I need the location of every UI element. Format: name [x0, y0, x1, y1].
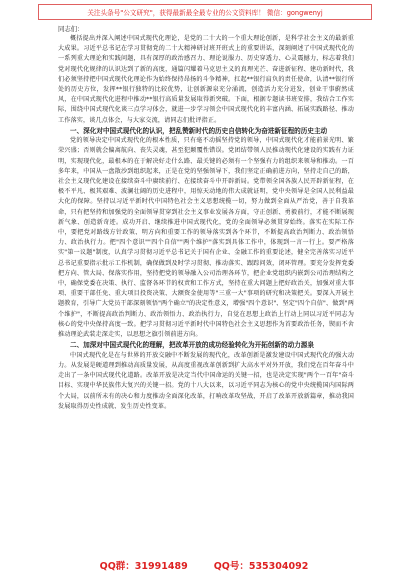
salutation: 同志们： [58, 25, 84, 33]
document-body [58, 24, 354, 552]
intro-paragraph: 概括提出并深入阐述中国式现代化理论，是党的二十大的一个重大理论创新，是科学社会主义的最新重大成果。习近平总书记在学习贯彻党的二十大精神研讨班开班式上的重要讲话，深刻阐述了中国式现代化的一系列重大理论和实践问题，具有深厚的政治感召力、理论说服力、历史穿透力、心灵震撼力，标志着我们党对现代化规律的认识达到了新的高度，通篇闪耀着马克思主义的真理光芒、奋进新征程、建功新时代，我们必须坚持把中国式现代化理论作为始终保持昂扬的斗争精神，扛起**银行肩负的责任使命，认清**银行所处的历史方位，发挥**银行独特的比较优势，让创新源泉充分涌流，创造活力充分迸发，创业干事蔚然成风，在中国式现代化进程中推动**银行高质量发展取得新突破。下面，根据专题读书班安排，我结合工作实际，围绕中国式现代化谈三点学习体会，就进一步学习领会中国式现代化的丰富内涵、拓展实践路径、推动工作落实，谈几点体会，与大家交流，请同志们批评指正。 [58, 35, 354, 124]
footer-qq-group: QQ群：31991489 [99, 561, 188, 572]
footer-qq-id: QQ号：535304092 [213, 561, 309, 572]
section-heading-2: 二、加深对中国式现代化的理解，把改革开放的成功经验转化为开拓创新的动力源泉 [70, 341, 314, 350]
section-heading-1: 一、深化对中国式现代化的认识，把乱赞新时代的历史自信转化为奋进新征程的历史主动 [70, 126, 328, 135]
section-1-paragraph: 党的领导决定中国式现代化的根本性质，只有毫不动摇坚持党的领导，中国式现代化才能前景光明、繁荣兴盛；否则就会偏离航向、丧失灵魂，甚至犯颠覆性错误。党团结带领人民推动现代化建设的实践有力证明，实现现代化，最根本的在于解决好走什么路、最关键的必须有一个坚强有力的组织来领导和推动。一百多年来，中国从一盘散沙到组织起来，正是在党的坚强领导下，我们坚定正确前进方向，坚持走自己的路，社会主义现代化建设在接续奋斗中赓续前行、在接续奋斗中开辟新局。党带领全国各族人民开辟新征程，在极不平凡、极其艰难、波澜壮阔的历史进程中，用惊天动地的伟大成就证明，党中央领导是全国人民利益最大化的保障。坚持以习近平新时代中国特色社会主义思想统揽一切，努力做到全面从严治党，善于自我革命，只有把坚持和加强党的全面领导贯穿到社会主义事业发展各方面，守正创新、勇毅前行，才能不断展现新气象、创造新奇迹。成功开启、继续推进中国式现代化，党的全面领导必须贯穿始终。落实在实际工作中，要把党对路线方针政策、明方向和重要工作的领导落实到各个环节，不断提高政治判断力、政治领悟力、政治执行力。把"四个意识""四个自信""两个维护"落实到具体工作中，体现到一言一行上。要严格落实"第一议题"制度，认真学习贯彻习近平总书记关于国有企业、金融工作的重要论述，健全完善落实习近平总书记重要指示批示工作机制，确保做到及时学习贯彻、推动落实、跟踪问效，闭环管理。要充分发挥党委把方向、管大局、保落实作用，坚持把党的领导融入公司治理各环节，把企业党组织内嵌到公司治理结构之中，确保党委在决策、执行、监督各环节的权责和工作方式，坚持在重大问题上把好政治关，加强对重大事项、重要干部任免、重大项目投资决策、大额资金使用等"三重一大"事项的研究和决策把关。要深入开展主题教育，引导广大党员干部深刻领悟"两个确立"的决定性意义，增强"四个意识"、坚定"四个自信"、做到"两个维护"，不断提高政治判断力、政治领悟力、政治执行力，自觉在思想上政治上行动上同以习近平同志为核心的党中央保持高度一致。把学习贯彻习近平新时代中国特色社会主义思想作为首要政治任务，锲而不舍推动理论武装走深走实，以思想之旗引领前进方向。 [58, 137, 354, 339]
promo-banner[interactable] [38, 4, 372, 20]
footer-contact [0, 558, 408, 572]
banner-text: 关注头条号"公文研究"，获得最新最全最专业的公文资料库！ 微信：gongwenyj [87, 9, 323, 17]
section-2-paragraph: 中国式现代化是在与世界的开放交融中不断发展的现代化，改革创新是激发建设中国式现代化的强大动力。从发展是硬道理到推动高质量发展，从高度重视改革创新到扩大高水平对外开放，我们党在百年奋斗中走出了一条中国式现代化道路。改革开放是决定当代中国命运的关键一招，也是决定实现"两个一百年"奋斗目标、实现中华民族伟大复兴的关键一招。党的十八大以来，以习近平同志为核心的党中央统揽国内国际两个大局，以前所未有的决心和力度推动全面深化改革，打响改革攻坚战，开启了改革开放新篇章，推动我国发展取得历史性成就、发生历史性变革。 [58, 351, 354, 410]
